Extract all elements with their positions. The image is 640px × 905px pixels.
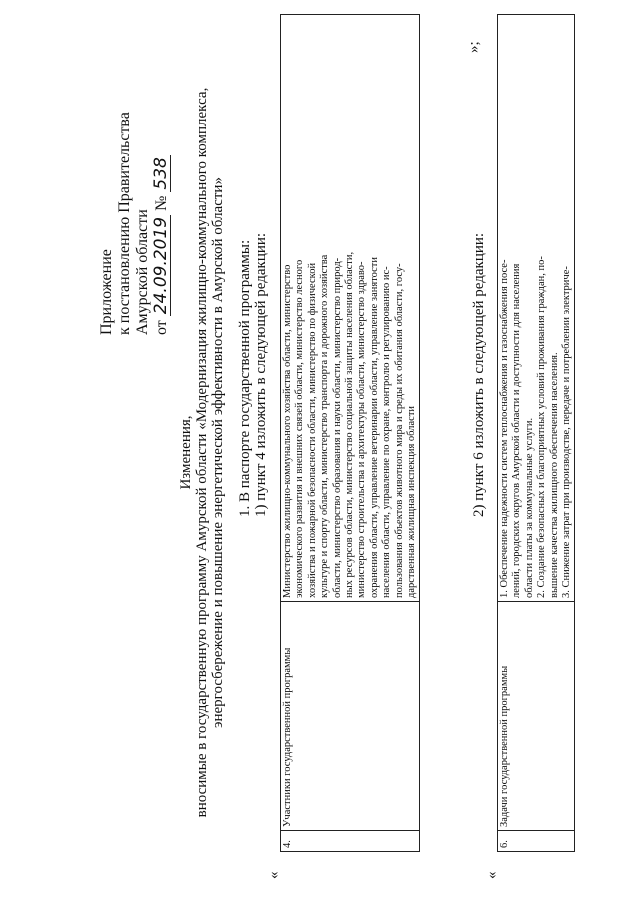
text-line: ных ресурсов области, министерство социальной защиты населения области, (344, 251, 356, 598)
item-1-intro: 1) пункт 4 изложить в следующей редакции: (253, 232, 269, 517)
approval-from-label: от (153, 320, 170, 335)
doc-title: Изменения, (178, 415, 194, 490)
text-line: области, министерство образования и науки области, министерство природ- (331, 257, 343, 598)
opening-quote-1: « (266, 871, 282, 879)
text-line: экономического развития и внешних связей области, министерство лесного (294, 259, 306, 598)
text-line: вышение качества жилищного обеспечения населения. (548, 352, 560, 598)
approval-date-line (152, 5, 171, 335)
table-row (498, 15, 575, 852)
text-line: культуре и спорту области, министерство транспорта и дорожного хозяйства (319, 254, 331, 598)
text-line: хозяйства и пожарной безопасности области, министерство по физической (306, 262, 318, 598)
doc-subtitle-1: вносимые в государственную программу Амурской области «Модернизация жилищно-коммунального комплекса, (194, 87, 210, 818)
row-text (498, 15, 575, 602)
text-line: пользования объектов животного мира и среды их обитания области, госу- (393, 263, 405, 598)
text-line: охранения области, управление ветеринарии области, управление занятости (368, 256, 380, 598)
text-line: населения области, управление по охране, контролю и регулированию ис- (381, 266, 393, 598)
approval-line-1: Приложение (98, 249, 115, 335)
text-line: лений, городских округов Амурской области и доступности для населения (511, 263, 523, 598)
approval-block (98, 5, 171, 335)
passport-table-1 (280, 14, 420, 852)
table-row (281, 15, 420, 852)
text-line: дарственная жилищная инспекция области (406, 405, 418, 598)
approval-line-2: к постановлению Правительства (116, 112, 133, 335)
section-heading: 1. В паспорте государственной программы: (237, 239, 253, 517)
text-line: 2. Создание безопасных и благоприятных условий проживания граждан, по- (536, 256, 548, 598)
approval-number: 538 (151, 157, 171, 190)
text-line: 3. Снижение затрат при производстве, передаче и потреблении электриче- (561, 266, 573, 598)
text-line: Министерство жилищно-коммунального хозяйства области, министерство (282, 264, 293, 598)
text-line: 1. Обеспечение надежности систем теплоснабжения и газоснабжения посе- (499, 259, 510, 598)
row-text (281, 15, 420, 602)
row-label: Участники государственной программы (281, 602, 420, 831)
row-label: Задачи государственной программы (498, 602, 575, 831)
opening-quote-2: « (484, 871, 500, 879)
closing-quote-1: »; (466, 41, 482, 53)
text-line: области платы за коммунальные услуги. (523, 417, 535, 598)
text-line: министерство строительства и архитектуры области, министерство здраво- (356, 261, 368, 598)
item-2-intro: 2) пункт 6 изложить в следующей редакции: (471, 232, 487, 517)
approval-number-label: № (153, 195, 170, 211)
approval-date: 24.09.2019 (151, 216, 171, 315)
row-number: 6. (498, 831, 575, 852)
row-number: 4. (281, 831, 420, 852)
doc-subtitle-2: энергосбережение и повышение энергетической эффективности в Амурской области» (210, 177, 226, 728)
passport-table-2 (497, 14, 575, 852)
approval-line-3: Амурской области (134, 209, 151, 335)
